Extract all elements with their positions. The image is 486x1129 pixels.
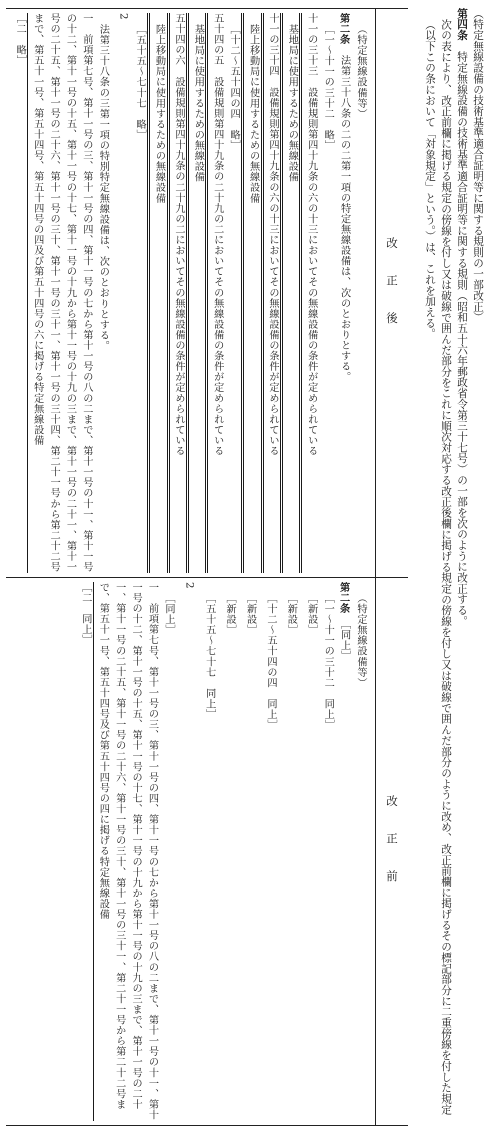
paragraph-2-item-1: 一 前項第七号、第十一号の三、第十一号の四、第十一号の七から第十一号の八の二まで、第十一号の十一、第十一号の十二、第十一号の十五、第十一号の十七、第十一号の十九から第十一号の十九の三まで、第十一号の二十一、第十一号の二十五、第十一号の二十六、第十一号の三十、第十一号の三十一、第二十一号から第二十二号まで、第五十一号、第五十四号及び第五十四号の四に掲げる特定無線設備 (93, 582, 160, 1121)
new-marker: ［新設］ (285, 593, 297, 636)
after-amendment-column (6, 9, 408, 578)
before-amendment-column (6, 578, 408, 1125)
paragraph-2-item-2: ［二 同上］ (79, 582, 91, 646)
article-label: 第二条 (337, 582, 350, 614)
new-marker: ［新設］ (244, 593, 256, 636)
article-text: 法第三十八条の二の二第一項の特定無線設備は、次のとおりとする。 (338, 55, 350, 383)
item-text: 五十四の六 設備規則第四十九条の二十九の二において (172, 13, 184, 277)
paragraph-2-item-2: ［二 略］ (14, 13, 26, 66)
after-amendment-header-label: 改正後 (385, 236, 399, 350)
item-text: その無線設備の条件が定められている (211, 276, 223, 457)
omitted-items: ［十二～五十四の四 同上］ (264, 593, 276, 731)
paragraph-2-item-1: 一 前項第七号、第十一号の三、第十一号の四、第十一号の七から第十一号の八の二まで、第十一号の十一、第十一号の十二、第十一号の十五、第十一号の十七、第十一号の十九から第十一号の十九の三まで、第十一号の二十一、第十一号の二十五、第十一号の二十六、第十一号の三十、第十一号の三十一、第十一号の三十四、第二十一号から第二十二号まで、第五十一号、第五十四号、第五十四号の四及び第五十四号の六に掲げる特定無線設備 (27, 13, 94, 573)
item-text: 五十四の五 設備規則第四十九条の二十九の二において (211, 13, 223, 277)
omitted-items: ［十二～五十四の四 略］ (228, 24, 240, 151)
paragraph-2-number: 2 (117, 13, 129, 20)
item-text: その無線設備の条件が定められている (172, 276, 184, 457)
article-2 (335, 13, 351, 573)
omitted-items: ［五十五～七十七 同上］ (203, 593, 215, 720)
new-item-54-6 (167, 13, 186, 573)
before-amendment-body (10, 582, 368, 1121)
new-item-54-6-cont: 陸上移動局に使用するための無線設備 (147, 13, 166, 573)
new-item-54-5-cont: 基地局に使用するための無線設備 (186, 13, 205, 573)
after-amendment-header (375, 9, 408, 577)
article-text: 特定無線設備の技術基準適合証明等に関する規則（昭和五十六年郵政省令第三十七号）の一部を次のように改正する。 (456, 51, 468, 627)
omitted-items: ［一～十一の三十二 同上］ (322, 593, 334, 731)
amendment-title: （特定無線設備の技術基準適合証明等に関する規則の一部改正） (472, 8, 484, 323)
amendment-intro (408, 8, 486, 1123)
omitted-items: ［五十五～七十七 略］ (134, 24, 146, 141)
new-item-11-33-cont: 基地局に使用するための無線設備 (280, 13, 299, 573)
heading: （特定無線設備等） (355, 24, 366, 119)
new-marker: ［新設］ (305, 593, 317, 636)
item-text: その無線設備の条件が定められている (266, 276, 278, 457)
after-amendment-body (10, 13, 368, 573)
comparison-table (6, 8, 408, 1126)
heading: （特定無線設備等） (355, 593, 366, 688)
before-amendment-header (375, 578, 408, 1125)
new-item-11-34 (261, 13, 280, 573)
paragraph-2-number: 2 (183, 582, 195, 589)
item-text: 十一の三十四 設備規則第四十九条の六の十三において (266, 13, 278, 277)
amendment-instruction: 次の表により、改正前欄に掲げる規定の傍線を付し又は破線で囲んだ部分をこれに順次対応する改正後欄に掲げる規定の傍線を付し又は破線で囲んだ部分のように改め、改正前欄に掲げるその標記部分に二重傍線を付した規定（以下この条において「対象規定」という。）は、これを加える。 (424, 19, 452, 1115)
article-text: ［同上］ (338, 624, 350, 662)
item-text: その無線設備の条件が定められている (305, 276, 317, 457)
article-label: 第二条 (337, 13, 350, 45)
new-item-54-5 (205, 13, 224, 573)
article-number: 第四条 (456, 8, 468, 41)
paragraph-2-text: ［同上］ (162, 593, 174, 636)
before-amendment-header-label: 改正前 (385, 795, 399, 908)
article-2 (335, 582, 351, 1121)
new-item-11-33 (299, 13, 318, 573)
omitted-items: ［一～十一の三十二 略］ (322, 24, 334, 151)
paragraph-2-text: 法第三十八条の三第一項の特別特定無線設備は、次のとおりとする。 (97, 24, 109, 352)
new-marker: ［新設］ (224, 593, 236, 636)
item-text: 十一の三十三 設備規則第四十九条の六の十三において (305, 13, 317, 277)
amendment-article (454, 8, 470, 1123)
new-item-11-34-cont: 陸上移動局に使用するための無線設備 (241, 13, 260, 573)
